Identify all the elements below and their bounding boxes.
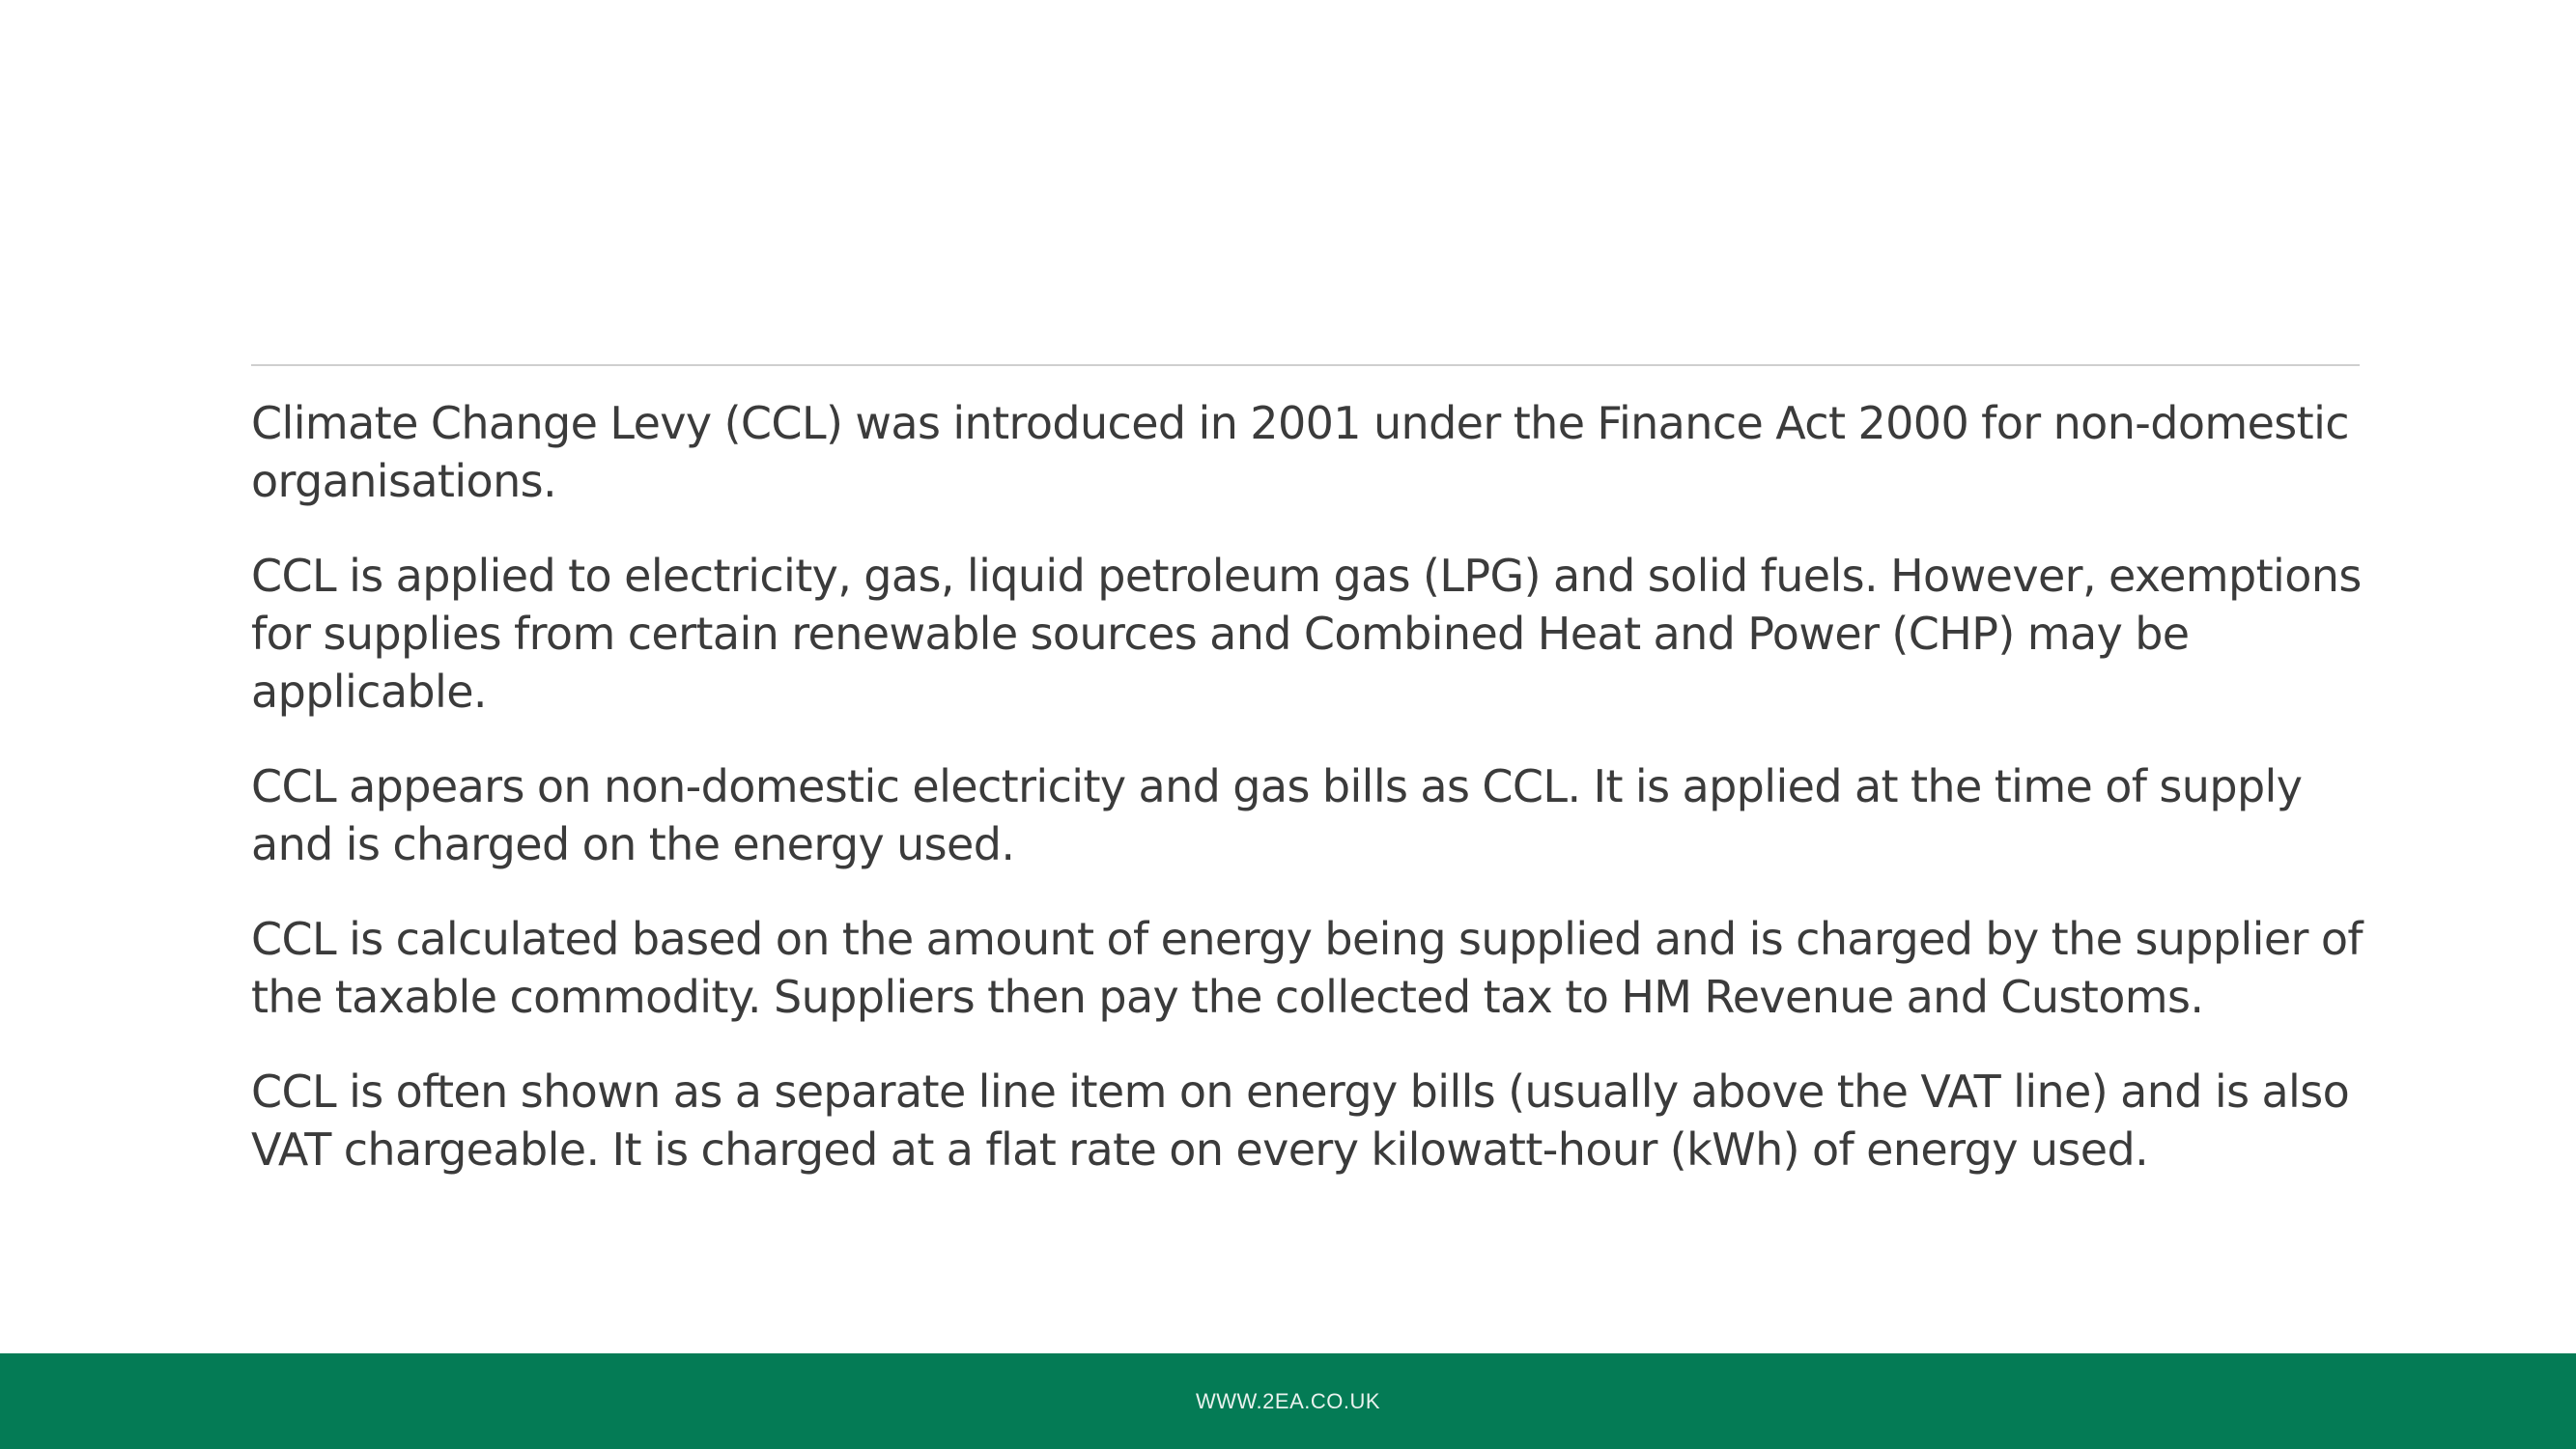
footer-bar	[0, 1353, 2576, 1449]
website-link[interactable]: WWW.2EA.CO.UK	[1195, 1388, 1381, 1413]
paragraph-applied-fuels: CCL is applied to electricity, gas, liquid petroleum gas (LPG) and solid fuels. However, exemptions for supplies from certain renewable sources and Combined Heat and Power (CHP) may be applicable.	[251, 550, 2362, 718]
paragraph-bills: CCL appears on non-domestic electricity and gas bills as CCL. It is applied at the time of supply and is charged on the energy used.	[251, 760, 2303, 870]
paragraph-intro: Climate Change Levy (CCL) was introduced in 2001 under the Finance Act 2000 for non-domestic organisations.	[251, 397, 2349, 507]
paragraph-calculation: CCL is calculated based on the amount of energy being supplied and is charged by the supplier of the taxable commodity. Suppliers then pay the collected tax to HM Revenue and Customs.	[251, 913, 2364, 1023]
paragraph-vat: CCL is often shown as a separate line item on energy bills (usually above the VAT line) and is also VAT chargeable. It is charged at a flat rate on every kilowatt-hour (kWh) of energy used.	[251, 1065, 2350, 1176]
title-divider	[251, 364, 2360, 366]
body-text	[251, 394, 2376, 1215]
